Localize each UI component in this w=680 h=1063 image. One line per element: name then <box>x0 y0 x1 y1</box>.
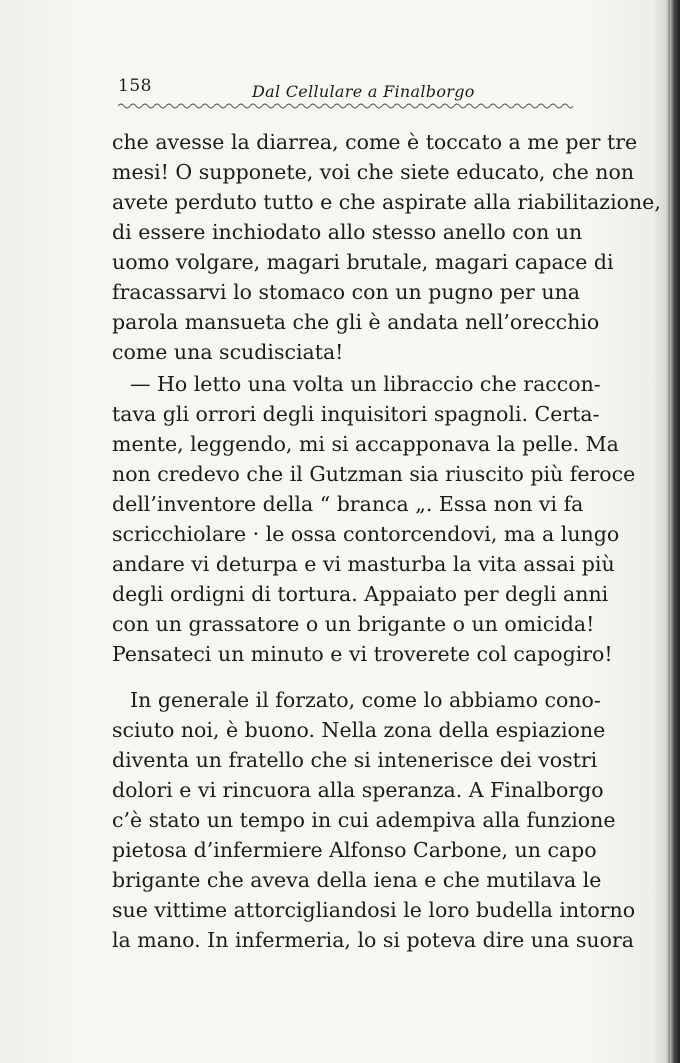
text-line: mesi! O supponete, voi che siete educato, che non <box>112 160 635 184</box>
text-line: come una scudisciata! <box>112 340 344 364</box>
text-line: che avesse la diarrea, come è toccato a me per tre <box>112 130 638 154</box>
decorative-wavy-rule <box>118 101 573 111</box>
text-line: non credevo che il Gutzman sia riuscito più feroce <box>112 462 636 486</box>
text-line: mente, leggendo, mi si accapponava la pelle. Ma <box>112 432 619 456</box>
page-header <box>118 72 578 102</box>
text-line: parola mansueta che gli è andata nell’orecchio <box>112 310 600 334</box>
text-line: avete perduto tutto e che aspirate alla riabilitazione, <box>112 190 661 214</box>
text-line: dolori e vi rincuora alla speranza. A Finalborgo <box>112 778 604 802</box>
text-line: sciuto noi, è buono. Nella zona della espiazione <box>112 718 606 742</box>
text-line: In generale il forzato, come lo abbiamo cono- <box>130 688 601 712</box>
text-line: — Ho letto una volta un libraccio che raccon- <box>130 372 601 396</box>
text-line: la mano. In infermeria, lo si poteva dire una suora <box>112 928 634 952</box>
book-spine-shadow <box>670 0 680 1063</box>
text-line: dell’inventore della “ branca „. Essa non vi fa <box>112 492 584 516</box>
text-line: uomo volgare, magari brutale, magari capace di <box>112 250 614 274</box>
text-line: fracassarvi lo stomaco con un pugno per una <box>112 280 580 304</box>
text-line: tava gli orrori degli inquisitori spagnoli. Certa- <box>112 402 600 426</box>
text-line: c’è stato un tempo in cui adempiva alla funzione <box>112 808 616 832</box>
text-line: sue vittime attorcigliandosi le loro budella intorno <box>112 898 636 922</box>
text-line: andare vi deturpa e vi masturba la vita assai più <box>112 552 615 576</box>
text-line: Pensateci un minuto e vi troverete col capogiro! <box>112 642 613 666</box>
text-line: di essere inchiodato allo stesso anello con un <box>112 220 583 244</box>
text-line: con un grassatore o un brigante o un omicida! <box>112 612 595 636</box>
text-line: pietosa d’infermiere Alfonso Carbone, un capo <box>112 838 597 862</box>
page-number: 158 <box>118 76 152 96</box>
text-line: scricchiolare · le ossa contorcendovi, ma a lungo <box>112 522 620 546</box>
text-line: diventa un fratello che si intenerisce dei vostri <box>112 748 598 772</box>
text-line: degli ordigni di tortura. Appaiato per degli anni <box>112 582 609 606</box>
text-line: brigante che aveva della iena e che mutilava le <box>112 868 602 892</box>
running-title: Dal Cellulare a Finalborgo <box>252 82 475 101</box>
